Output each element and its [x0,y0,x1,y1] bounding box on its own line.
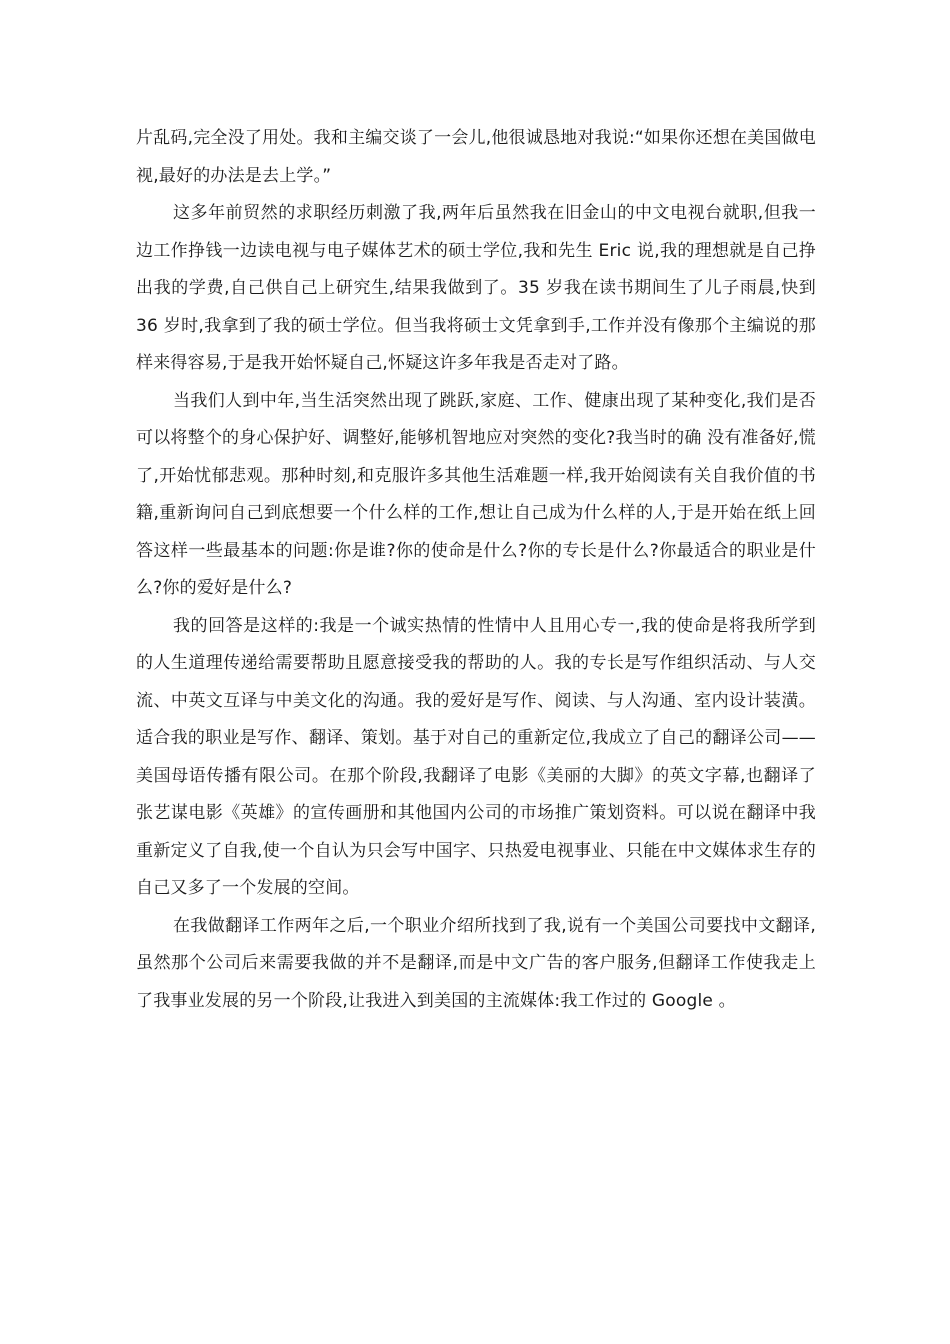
paragraph-4: 我的回答是这样的:我是一个诚实热情的性情中人且用心专一,我的使命是将我所学到的人生道理传递给需要帮助且愿意接受我的帮助的人。我的专长是写作组织活动、与人交流、中英文互译与中美文化的沟通。我的爱好是写作、阅读、与人沟通、室内设计装潢。适合我的职业是写作、翻译、策划。基于对自己的重新定位,我成立了自己的翻译公司——美国母语传播有限公司。在那个阶段,我翻译了电影《美丽的大脚》的英文字幕,也翻译了张艺谋电影《英雄》的宣传画册和其他国内公司的市场推广策划资料。可以说在翻译中我重新定义了自我,使一个自认为只会写中国字、只热爱电视事业、只能在中文媒体求生存的自己又多了一个发展的空间。 [136,615,816,898]
paragraph-2: 这多年前贸然的求职经历刺激了我,两年后虽然我在旧金山的中文电视台就职,但我一边工作挣钱一边读电视与电子媒体艺术的硕士学位,我和先生 Eric 说,我的理想就是自己挣出我的学费,自己供自己上研究生,结果我做到了。35 岁我在读书期间生了儿子雨晨,快到 36 岁时,我拿到了我的硕士学位。但当我将硕士文凭拿到手,工作并没有像那个主编说的那样来得容易,于是我开始怀疑自己,怀疑这许多年我是否走对了路。 [136,203,816,373]
paragraph-3: 当我们人到中年,当生活突然出现了跳跃,家庭、工作、健康出现了某种变化,我们是否可以将整个的身心保护好、调整好,能够机智地应对突然的变化?我当时的确 没有准备好,慌了,开始忧郁悲观。那种时刻,和克服许多其他生活难题一样,我开始阅读有关自我价值的书籍,重新询问自己到底想要一个什么样的工作,想让自己成为什么样的人,于是开始在纸上回答这样一些最基本的问题:你是谁?你的使命是什么?你的专长是什么?你最适合的职业是什么?你的爱好是什么? [136,390,816,598]
document-body [136,120,816,1020]
paragraph-1: 片乱码,完全没了用处。我和主编交谈了一会儿,他很诚恳地对我说:“如果你还想在美国做电视,最好的办法是去上学。” [136,128,816,186]
paragraph-5: 在我做翻译工作两年之后,一个职业介绍所找到了我,说有一个美国公司要找中文翻译,虽然那个公司后来需要我做的并不是翻译,而是中文广告的客户服务,但翻译工作使我走上了我事业发展的另一个阶段,让我进入到美国的主流媒体:我工作过的 Google 。 [136,915,816,1011]
